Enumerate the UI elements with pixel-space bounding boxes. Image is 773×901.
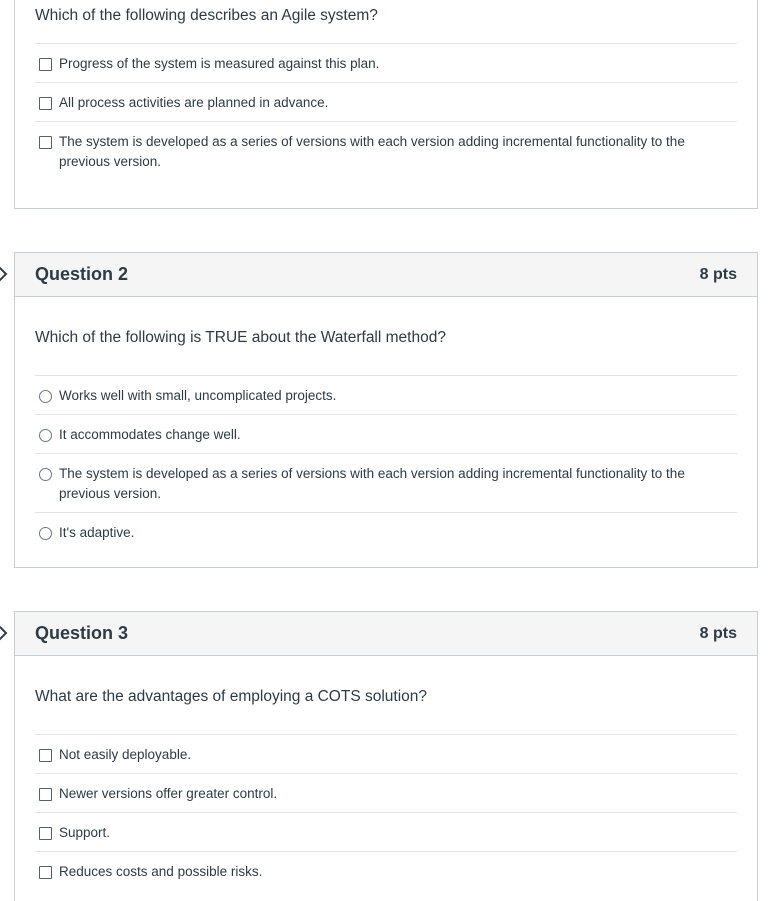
question-title: Question 3 [35, 623, 129, 643]
answer-label: All process activities are planned in advance. [59, 95, 329, 110]
answer-label: It accommodates change well. [59, 427, 241, 442]
radio-button[interactable] [39, 390, 52, 403]
question-3 [14, 611, 758, 901]
answer-option[interactable] [35, 44, 737, 83]
answer-label: It's adaptive. [59, 525, 135, 540]
checkbox[interactable] [39, 827, 52, 840]
checkbox[interactable] [39, 58, 52, 71]
answer-option[interactable] [35, 122, 737, 180]
checkbox[interactable] [39, 788, 52, 801]
answer-label: The system is developed as a series of versions with each version adding incremental functionality to the previous version. [59, 134, 685, 169]
radio-button[interactable] [39, 429, 52, 442]
question-title: Question 2 [35, 264, 129, 284]
question-points: 8 pts [699, 265, 737, 283]
checkbox[interactable] [39, 866, 52, 879]
question-2 [14, 252, 758, 568]
answer-option[interactable] [35, 376, 737, 415]
question-text: Which of the following is TRUE about the Waterfall method? [35, 329, 446, 346]
question-text: Which of the following describes an Agile system? [35, 7, 378, 24]
answer-label: The system is developed as a series of versions with each version adding incremental functionality to the previous version. [59, 466, 685, 501]
answer-list [35, 734, 737, 890]
question-points: 8 pts [699, 624, 737, 642]
answer-label: Newer versions offer greater control. [59, 786, 278, 801]
answer-option[interactable] [35, 415, 737, 454]
answer-label: Support. [59, 825, 111, 840]
chevron-right-icon [0, 264, 10, 284]
answer-option[interactable] [35, 774, 737, 813]
checkbox[interactable] [39, 136, 52, 149]
chevron-right-icon [0, 623, 10, 643]
answer-label: Not easily deployable. [59, 747, 192, 762]
answer-option[interactable] [35, 454, 737, 513]
answer-option[interactable] [35, 513, 737, 551]
answer-label: Progress of the system is measured against this plan. [59, 56, 380, 71]
checkbox[interactable] [39, 749, 52, 762]
answer-list [35, 43, 737, 180]
answer-label: Works well with small, uncomplicated projects. [59, 388, 337, 403]
question-header [15, 253, 757, 297]
answer-option[interactable] [35, 852, 737, 890]
question-1 [14, 0, 758, 209]
answer-list [35, 375, 737, 551]
checkbox[interactable] [39, 97, 52, 110]
answer-option[interactable] [35, 735, 737, 774]
question-text: What are the advantages of employing a COTS solution? [35, 688, 428, 705]
answer-option[interactable] [35, 813, 737, 852]
radio-button[interactable] [39, 527, 52, 540]
radio-button[interactable] [39, 468, 52, 481]
question-header [15, 612, 757, 656]
answer-label: Reduces costs and possible risks. [59, 864, 263, 879]
answer-option[interactable] [35, 83, 737, 122]
